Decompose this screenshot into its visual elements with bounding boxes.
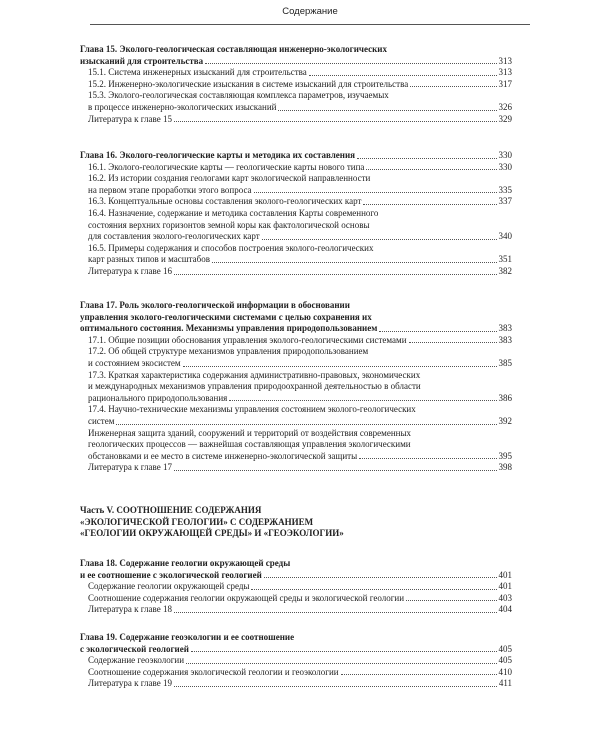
- chapter-title-line: Глава 18. Содержание геологии окружающей среды: [80, 558, 291, 568]
- chapter-title-line: Глава 15. Эколого-геологическая составляющая инженерно-экологических: [80, 44, 387, 54]
- entry-text: в процессе инженерно-экологических изысканий: [88, 101, 277, 112]
- page-number: 403: [498, 592, 512, 603]
- entry-text: 15.3. Эколого-геологическая составляющая комплекса параметров, изучаемых: [88, 90, 389, 101]
- page-number: 313: [498, 55, 512, 66]
- entry-text: Инженерная защита зданий, сооружений и территорий от воздействия современных: [88, 427, 412, 438]
- chapter-title-line: оптимального состояния. Механизмы управления природопользованием: [80, 323, 378, 334]
- page-number: 405: [498, 655, 512, 666]
- toc-entry-chapter-15[interactable]: [80, 56, 512, 68]
- toc-entry[interactable]: [80, 243, 512, 266]
- toc-entry-chapter-16[interactable]: [80, 150, 512, 162]
- chapter-title-line: Глава 19. Содержание геоэкологии и ее соотношение: [80, 632, 295, 642]
- page-number: 386: [498, 392, 512, 403]
- page-number: 401: [498, 569, 512, 580]
- page-number: 382: [498, 265, 512, 276]
- page-number: 401: [498, 581, 512, 592]
- toc-entry[interactable]: [80, 114, 512, 126]
- entry-text: Соотношение содержания геологии окружающей среды и экологической геологии: [88, 592, 405, 603]
- toc-entry[interactable]: [80, 67, 512, 79]
- entry-text: Литература к главе 17: [88, 462, 172, 473]
- page-number: 398: [498, 462, 512, 473]
- entry-text: Литература к главе 15: [88, 113, 172, 124]
- entry-text: 15.1. Система инженерных изысканий для строительства: [88, 67, 307, 78]
- page-number: 385: [498, 357, 512, 368]
- page-number: 337: [498, 196, 512, 207]
- toc-entry[interactable]: [80, 370, 512, 405]
- part-title-line: «ЭКОЛОГИЧЕСКОЙ ГЕОЛОГИИ» С СОДЕРЖАНИЕМ: [80, 516, 314, 527]
- page-number: 340: [498, 231, 512, 242]
- entry-text: для составления эколого-геологических карт: [88, 231, 260, 242]
- page-number: 335: [498, 184, 512, 195]
- entry-text: геологических процессов — важнейшая составляющая управления экологическими: [88, 439, 411, 450]
- page-number: 405: [498, 643, 512, 654]
- entry-text: 15.2. Инженерно-экологические изыскания в системе изысканий для строительства: [88, 78, 409, 89]
- part-title-line: «ГЕОЛОГИИ ОКРУЖАЮЩЕЙ СРЕДЫ» И «ГЕОЭКОЛОГИИ»: [80, 528, 344, 539]
- header-title: Содержание: [282, 6, 338, 17]
- entry-text: карт разных типов и масштабов: [88, 254, 211, 265]
- toc-entry-chapter-19[interactable]: [80, 644, 512, 656]
- chapter-title-line: Глава 17. Роль эколого-геологической информации в обосновании: [80, 300, 350, 310]
- toc-entry[interactable]: [80, 196, 512, 208]
- chapter-title-line: Глава 16. Эколого-геологические карты и методика их составления: [80, 150, 356, 160]
- entry-text: Содержание геоэкологии: [88, 655, 185, 666]
- toc-entry[interactable]: [80, 79, 512, 91]
- entry-text: Литература к главе 16: [88, 265, 172, 276]
- page-number: 410: [498, 666, 512, 677]
- toc-entry[interactable]: [80, 208, 512, 243]
- page-number: 313: [498, 67, 512, 78]
- entry-text: 17.4. Научно-технические механизмы управления состоянием эколого-геологических: [88, 404, 416, 415]
- entry-text: на первом этапе проработки этого вопроса: [88, 184, 252, 195]
- chapter-title-line: и ее соотношение с экологической геологией: [80, 569, 262, 580]
- entry-text: обстановками и ее место в системе инженерно-экологической защиты: [88, 450, 358, 461]
- toc-chapter-18: [80, 558, 512, 616]
- page-number: 351: [498, 254, 512, 265]
- toc-entry[interactable]: [80, 266, 512, 278]
- page-number: 330: [498, 161, 512, 172]
- chapter-title-line: управления эколого-геологическими системами с целью сохранения их: [80, 311, 372, 322]
- running-header: [90, 0, 530, 25]
- entry-text: 17.3. Краткая характеристика содержания административно-правовых, экономических: [88, 369, 421, 380]
- entry-text: Литература к главе 19: [88, 678, 172, 689]
- toc-entry[interactable]: [80, 593, 512, 605]
- toc-entry[interactable]: [80, 655, 512, 667]
- entry-text: и международных механизмов управления природоохранной деятельностью в области: [88, 381, 421, 392]
- page-number: 329: [498, 113, 512, 124]
- toc-chapter-15: [80, 44, 512, 125]
- entry-text: 16.3. Концептуальные основы составления эколого-геологических карт: [88, 196, 362, 207]
- entry-text: 17.2. Об общей структуре механизмов управления природопользованием: [88, 346, 369, 357]
- toc-entry[interactable]: [80, 335, 512, 347]
- chapter-title-line: с экологической геологией: [80, 643, 189, 654]
- entry-text: рационального природопользования: [88, 392, 228, 403]
- entry-text: Содержание геологии окружающей среды: [88, 581, 250, 592]
- toc-entry-chapter-17[interactable]: [80, 323, 512, 335]
- toc-entry[interactable]: [80, 581, 512, 593]
- toc-chapter-16: [80, 150, 512, 278]
- toc-entry[interactable]: [80, 428, 512, 463]
- part-title-line: Часть V. СООТНОШЕНИЕ СОДЕРЖАНИЯ: [80, 505, 262, 515]
- entry-text: 16.2. Из истории создания геологами карт экологической направленности: [88, 173, 371, 184]
- toc-entry[interactable]: [80, 667, 512, 679]
- toc-chapter-17: [80, 300, 512, 474]
- entry-text: 16.5. Примеры содержания и способов построения эколого-геологических: [88, 242, 374, 253]
- entry-text: Соотношение содержания экологической геологии и геоэкологии: [88, 666, 339, 677]
- entry-text: Литература к главе 18: [88, 604, 172, 615]
- page-number: 392: [498, 415, 512, 426]
- chapter-title-line: изысканий для строительства: [80, 55, 204, 66]
- entry-text: систем: [88, 415, 115, 426]
- toc-chapter-19: [80, 632, 512, 690]
- page-number: 383: [498, 323, 512, 334]
- page-number: 317: [498, 78, 512, 89]
- entry-text: и состоянием экосистем: [88, 357, 181, 368]
- toc-entry[interactable]: [80, 404, 512, 427]
- toc-entry[interactable]: [80, 173, 512, 196]
- toc-entry[interactable]: [80, 678, 512, 690]
- part-5-heading[interactable]: [80, 505, 512, 540]
- entry-text: 16.4. Назначение, содержание и методика составления Карты современного: [88, 207, 379, 218]
- page-number: 404: [498, 604, 512, 615]
- page-number: 330: [498, 150, 512, 160]
- toc-entry-chapter-18[interactable]: [80, 570, 512, 582]
- toc-entry[interactable]: [80, 90, 512, 113]
- entry-text: состояния верхних горизонтов земной коры как фактологической основы: [88, 219, 370, 230]
- entry-text: 16.1. Эколого-геологические карты — геологические карты нового типа: [88, 161, 365, 172]
- page-number: 383: [498, 334, 512, 345]
- toc-entry[interactable]: [80, 462, 512, 474]
- page-number: 395: [498, 450, 512, 461]
- toc-entry[interactable]: [80, 346, 512, 369]
- entry-text: 17.1. Общие позиции обоснования управления эколого-геологическими системами: [88, 334, 407, 345]
- page-number: 411: [498, 678, 512, 689]
- page-number: 326: [498, 101, 512, 112]
- toc-entry[interactable]: [80, 604, 512, 616]
- toc-entry[interactable]: [80, 162, 512, 174]
